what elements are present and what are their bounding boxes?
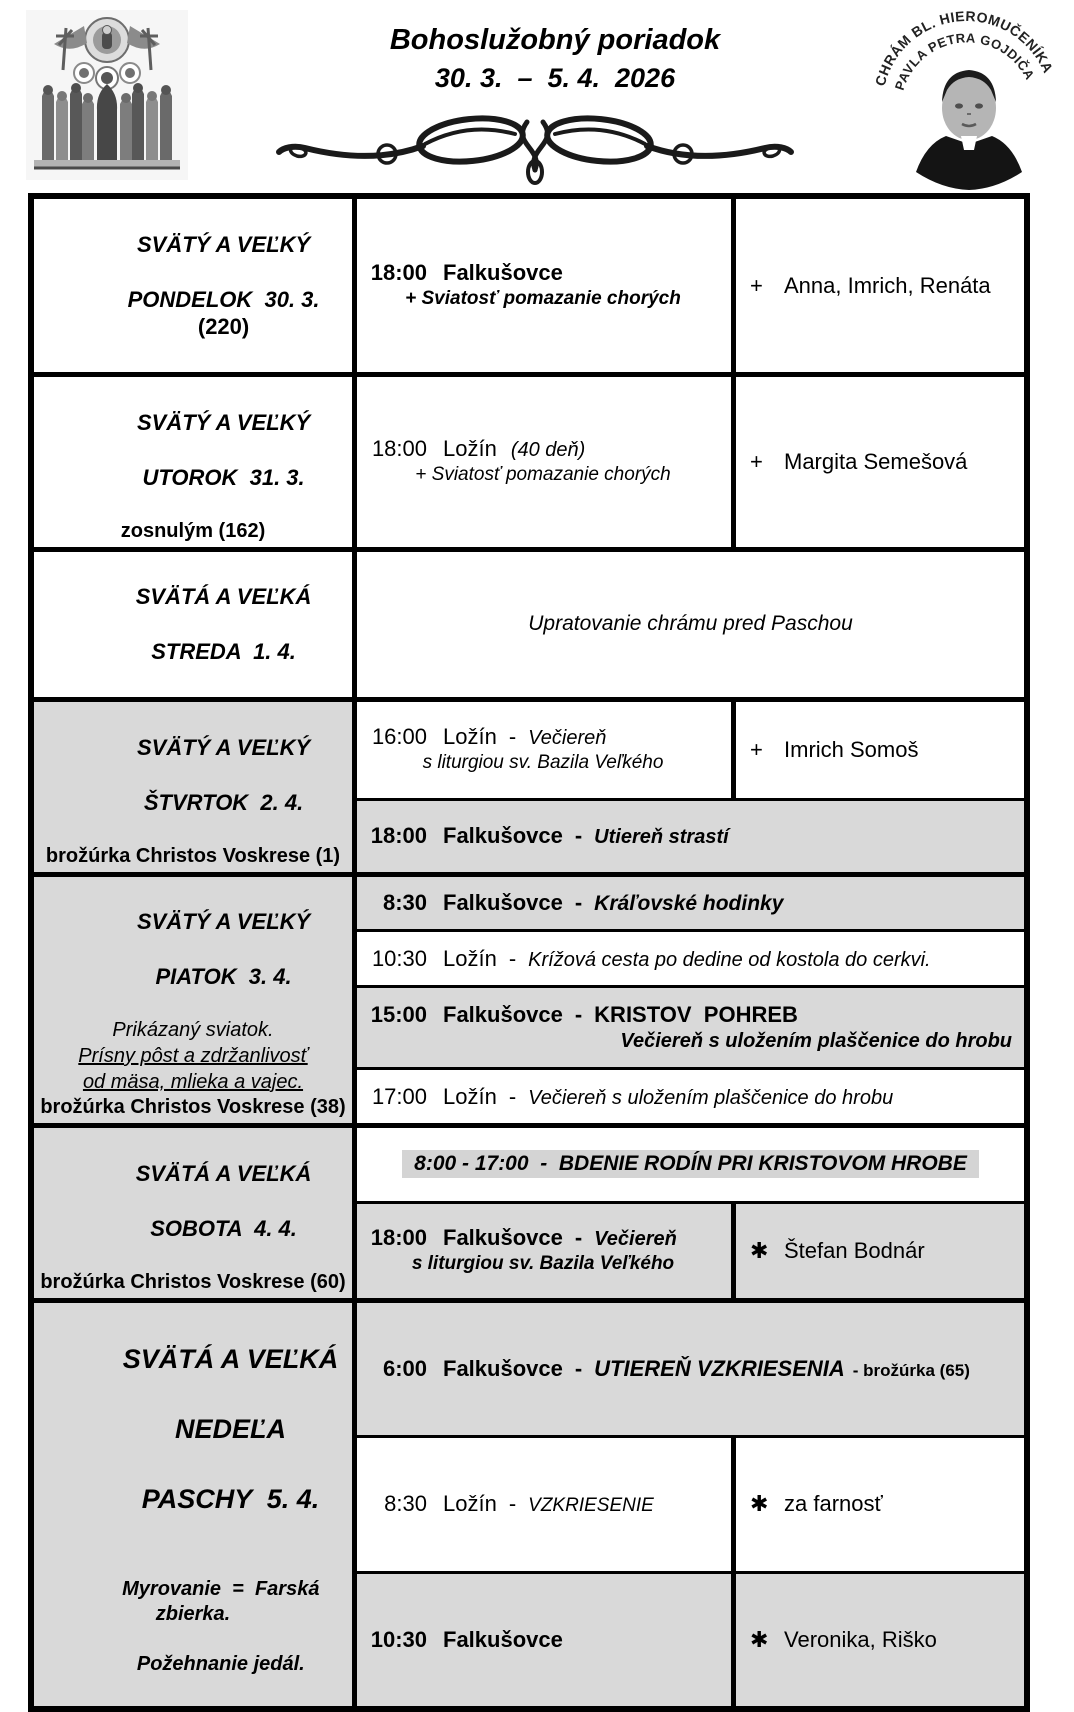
service-row [357,1201,1024,1298]
service-place: Falkušovce [443,1626,563,1652]
service-suffix: - brožúrka (65) [852,1360,970,1380]
service-time: 16:00 [371,724,427,750]
day-row-sunday [34,1298,1024,1707]
separator: - [508,1491,517,1517]
service-row [357,1435,1024,1571]
day-cell-sunday [34,1303,357,1707]
service-place: Ložín [443,724,497,750]
service-extra: (40 deň) [510,439,586,462]
service-place: Falkušovce [443,823,563,849]
day-title-line1: SVÄTÝ A VEĽKÝ [136,909,311,934]
day-cell-wednesday [34,552,357,698]
service-desc: UTIEREŇ VZKRIESENIA [594,1355,845,1381]
intention-names: Margita Semešová [784,448,968,474]
service-desc: Utiereň strastí [594,826,729,849]
service-time: 15:00 [370,1001,427,1027]
service-place: Falkušovce [443,889,563,915]
separator: - [574,823,583,849]
service-time: 8:30 [384,1491,427,1517]
service-row [357,377,1024,547]
flourish-divider-icon [275,108,795,188]
service-time: 10:30 [371,945,427,971]
service-detail: + Sviatosť pomazanie chorých [405,288,681,310]
service-row [357,1571,1024,1707]
intention-cell [731,1438,1024,1571]
service-row [357,1303,1024,1436]
intention-names: Štefan Bodnár [784,1237,925,1263]
service-time: 6:00 [382,1355,427,1381]
separator: - [574,889,583,915]
intention-mark: ✱ [750,1237,769,1263]
parish-stamp-icon [862,2,1068,192]
service-row [357,985,1024,1067]
day-row-wednesday [34,547,1024,698]
service-desc: Kráľovské hodinky [594,891,784,915]
day-note-fasting-2: od mäsa, mlieka a vajec. [82,1071,304,1093]
day-row-tuesday [34,372,1024,547]
intention-mark: ✱ [750,1626,769,1652]
service-desc: Večiereň [528,727,607,750]
service-time: 8:30 [382,889,427,915]
separator: - [574,1225,583,1251]
separator: - [574,1355,583,1381]
day-note-myrovanie: Myrovanie = Farská zbierka. [122,1578,326,1626]
intention-cell [731,1204,1024,1298]
service-time: 10:30 [370,1626,427,1652]
intention-mark: + [750,448,763,474]
day-cell-tuesday [34,377,357,547]
service-detail: + Sviatosť pomazanie chorých [415,464,671,486]
service-place: Falkušovce [443,1001,563,1027]
day-title-line2: SOBOTA 4. 4. [150,1215,297,1241]
day-note: brožúrka Christos Voskrese (38) [40,1096,346,1118]
day-cell-friday [34,877,357,1124]
service-place: Falkušovce [443,1225,563,1251]
service-place: Ložín [443,436,497,462]
service-place: Ložín [443,945,497,971]
day-row-monday [34,199,1024,372]
day-title-line1: SVÄTÝ A VEĽKÝ [136,231,311,257]
page-title: Bohoslužobný poriadok [389,24,721,56]
intention-mark: ✱ [750,1491,769,1517]
separator: - [508,724,517,750]
day-cell-saturday [34,1128,357,1298]
service-row [357,199,1024,372]
title-block [240,24,870,94]
day-activity-note: Upratovanie chrámu pred Paschou [528,612,853,636]
service-place: Ložín [443,1491,497,1517]
day-title-line1: SVÄTÁ A VEĽKÁ [135,1160,312,1186]
day-title-line2: PIATOK 3. 4. [155,964,292,989]
day-cell-monday [34,199,357,372]
day-title-line1: SVÄTÁ A VEĽKÁ [135,584,312,609]
day-title-line1: SVÄTÁ A VEĽKÁ [122,1343,339,1374]
day-note-blessing: Požehnanie jedál. [136,1653,305,1676]
separator: - [508,945,517,971]
intention-cell [731,702,1024,798]
service-row [357,929,1024,985]
intention-mark: + [750,272,763,298]
service-row [357,1067,1024,1123]
day-note: zosnulým (162) [120,519,266,542]
day-note: brožúrka Christos Voskrese (60) [40,1270,346,1293]
service-detail: Večiereň s uložením plaščenice do hrobu [620,1029,1012,1052]
day-title-line2: ŠTVRTOK 2. 4. [143,789,304,815]
service-place: Ložín [443,1083,497,1109]
service-desc: Krížová cesta po dedine od kostola do cerkvi. [528,948,931,971]
service-desc: VZKRIESENIE [528,1495,654,1517]
service-desc: KRISTOV POHREB [594,1001,798,1027]
service-detail: s liturgiou sv. Bazila Veľkého [422,752,664,774]
ascension-icon [26,10,188,180]
day-row-saturday [34,1123,1024,1298]
intention-names: Anna, Imrich, Renáta [784,272,991,298]
intention-mark: + [750,736,763,762]
separator: - [574,1001,583,1027]
service-time: 17:00 [371,1083,427,1109]
service-time: 18:00 [370,260,427,286]
day-note-feast: Prikázaný sviatok. [112,1019,274,1041]
intention-cell [731,199,1024,372]
service-row [357,552,1024,698]
portrait-icon [916,70,1022,190]
service-row [357,877,1024,930]
intention-names: Imrich Somoš [784,736,919,762]
service-desc: Večiereň [594,1228,677,1251]
service-row [357,702,1024,798]
day-title-line1: SVÄTÝ A VEĽKÝ [136,409,311,435]
day-title-line2: NEDEĽA [175,1413,287,1444]
day-title-line3: PASCHY 5. 4. [141,1483,320,1514]
header [0,0,1074,193]
separator: - [508,1083,517,1109]
service-place: Falkušovce [443,260,563,286]
stamp-arc-top-text: CHRÁM BL. HIEROMUČENÍKA [871,7,1057,88]
service-time: 18:00 [370,1225,427,1251]
intention-cell [731,377,1024,547]
day-title-line1: SVÄTÝ A VEĽKÝ [136,734,311,760]
schedule-table [28,193,1030,1712]
intention-names: za farnosť [784,1491,883,1517]
service-row [357,1128,1024,1201]
day-row-friday [34,872,1024,1124]
day-note: brožúrka Christos Voskrese (1) [45,844,341,867]
intention-names: Veronika, Riško [784,1626,937,1652]
service-place: Falkušovce [443,1355,563,1381]
service-detail: s liturgiou sv. Bazila Veľkého [411,1253,675,1275]
vigil-banner: 8:00 - 17:00 - BDENIE RODÍN PRI KRISTOVOM HROBE [402,1150,979,1178]
service-desc: Večiereň s uložením plaščenice do hrobu [528,1086,894,1109]
day-cell-thursday [34,702,357,872]
day-title-suffix: (220) [197,314,250,339]
day-note-fasting-1: Prísny pôst a zdržanlivosť [78,1045,308,1067]
day-row-thursday [34,697,1024,872]
day-title-line2: PONDELOK 30. 3. [127,286,320,312]
service-time: 18:00 [370,823,427,849]
intention-cell [731,1574,1024,1707]
day-title-line2: UTOROK 31. 3. [142,464,305,490]
service-time: 18:00 [371,436,427,462]
stamp-arc-bottom-text: PAVLA PETRA GOJDIČA [891,30,1038,93]
service-row [357,798,1024,872]
date-range: 30. 3. – 5. 4. 2026 [434,63,676,93]
day-title-line2: STREDA 1. 4. [151,639,296,664]
